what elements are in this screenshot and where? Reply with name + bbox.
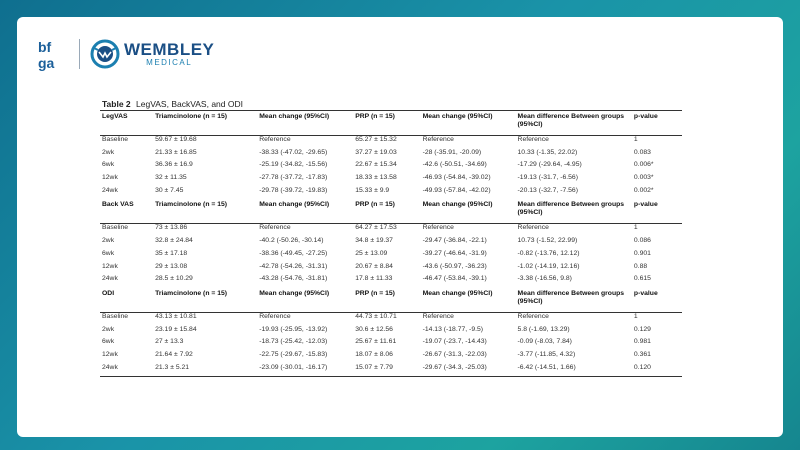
table-cell: -20.13 (-32.7, -7.56) [517, 186, 578, 194]
header-cell: Mean difference Between groups (95%CI) [516, 111, 632, 136]
table-cell: -38.33 (-47.02, -29.65) [259, 148, 328, 156]
table-cell: 18.33 ± 13.58 [355, 174, 397, 182]
table-cell: Reference [421, 312, 516, 325]
table-cell: -3.38 (-16.56, 9.8) [517, 275, 572, 283]
header-cell: Mean change (95%CI) [422, 289, 493, 297]
table-row [100, 351, 682, 364]
table-cell: Reference [516, 312, 632, 325]
table-row [100, 237, 682, 250]
table-cell: 15.07 ± 7.79 [353, 364, 420, 377]
table-cell: 0.981 [633, 338, 651, 346]
wembley-globe-icon [90, 39, 120, 69]
table-cell: 1 [632, 224, 682, 237]
table-cell: -0.82 (-13.76, 12.12) [517, 249, 580, 257]
header-cell: Mean change (95%CI) [421, 111, 516, 136]
table-cell: Reference [516, 136, 632, 149]
table-cell: -0.09 (-8.03, 7.84) [517, 338, 572, 346]
table-cell: Reference [516, 224, 632, 237]
table-cell: 20.67 ± 8.84 [355, 262, 393, 270]
table-cell: -43.28 (-54.76, -31.81) [259, 275, 328, 283]
table-cell: Reference [257, 312, 353, 325]
table-cell: 21.64 ± 7.92 [155, 350, 193, 358]
table-cell: -29.67 (-34.3, -25.03) [421, 364, 516, 377]
table-cell: Reference [421, 136, 516, 149]
table-cell: Baseline [100, 312, 153, 325]
table-cell: 10.33 (-1.35, 22.02) [517, 148, 578, 156]
table-cell: -6.42 (-14.51, 1.66) [516, 364, 632, 377]
table-cell: 24wk [100, 364, 153, 377]
table-cell: 24wk [102, 275, 118, 283]
header-cell: PRP (n = 15) [353, 111, 420, 136]
table-cell: -40.2 (-50.26, -30.14) [259, 237, 324, 245]
table-cell: -26.67 (-31.3, -22.03) [422, 350, 487, 358]
table-cell: 12wk [102, 350, 118, 358]
table-cell: 25.67 ± 11.61 [355, 338, 397, 346]
table-cell: 21.33 ± 16.85 [155, 148, 197, 156]
table-cell: 44.73 ± 10.71 [353, 312, 420, 325]
header-cell: ODI [102, 289, 115, 297]
header-cell: p-value [633, 201, 658, 209]
brand-sub: MEDICAL [146, 58, 193, 67]
table-cell: 36.36 ± 16.9 [155, 161, 193, 169]
wembley-logo [90, 39, 214, 69]
table-cell: 65.27 ± 15.32 [353, 136, 420, 149]
table-cell: 2wk [102, 237, 115, 245]
table-cell: 22.67 ± 15.34 [355, 161, 397, 169]
table-cell: 0.003* [633, 174, 654, 182]
table-cell: -29.47 (-36.84, -22.1) [422, 237, 487, 245]
table-cell: 30.6 ± 12.56 [355, 325, 393, 333]
table-cell: Baseline [100, 224, 153, 237]
table-cell: -49.93 (-57.84, -42.02) [422, 186, 491, 194]
table-row [100, 326, 682, 339]
svg-text:bf: bf [38, 39, 52, 55]
table-cell: 0.901 [633, 249, 651, 257]
table-cell: 59.67 ± 19.68 [153, 136, 257, 149]
header-cell: PRP (n = 15) [355, 289, 395, 297]
table-cell: -19.07 (-23.7, -14.43) [422, 338, 487, 346]
table-cell: 12wk [102, 174, 118, 182]
table-cell: 0.083 [633, 148, 651, 156]
header-cell: Mean change (95%CI) [257, 111, 353, 136]
table-cell: -38.36 (-49.45, -27.25) [259, 249, 328, 257]
table-row [100, 224, 682, 237]
table-cell: 32.8 ± 24.84 [155, 237, 193, 245]
table-cell: 0.615 [633, 275, 651, 283]
table-cell: 34.8 ± 19.37 [355, 237, 393, 245]
table-cell: 43.13 ± 10.81 [153, 312, 257, 325]
table-cell: 37.27 ± 19.03 [355, 148, 397, 156]
table-section-header [100, 288, 682, 313]
table-cell: -19.13 (-31.7, -6.56) [517, 174, 578, 182]
table-cell: 0.129 [633, 325, 651, 333]
table-cell: 1 [632, 136, 682, 149]
table-cell: 24wk [102, 186, 118, 194]
table-cell: 21.3 ± 5.21 [153, 364, 257, 377]
table-cell: 15.33 ± 9.9 [355, 186, 390, 194]
table-cell: 64.27 ± 17.53 [353, 224, 420, 237]
bfga-logo [37, 37, 71, 71]
table-cell: -19.93 (-25.95, -13.92) [259, 325, 328, 333]
table-cell: -3.77 (-11.85, 4.32) [517, 350, 576, 358]
table-cell: Reference [257, 136, 353, 149]
results-table [100, 110, 682, 377]
table-section-header [100, 111, 682, 136]
table-row [100, 174, 682, 187]
table-cell: 23.19 ± 15.84 [155, 325, 197, 333]
table-cell: 5.8 (-1.69, 13.29) [517, 325, 570, 333]
header-cell: Back VAS [102, 201, 134, 209]
table-cell: -23.09 (-30.01, -16.17) [257, 364, 353, 377]
table-cell: 6wk [102, 161, 115, 169]
table-cell: -46.93 (-54.84, -39.02) [422, 174, 491, 182]
logo-divider [79, 39, 80, 69]
header-cell: Mean change (95%CI) [259, 289, 330, 297]
header-cell: Mean difference Between groups (95%CI) [517, 289, 625, 305]
table-cell: 0.002* [633, 186, 654, 194]
header-cell: p-value [633, 289, 658, 297]
table-cell: 73 ± 13.86 [153, 224, 257, 237]
table-caption-text: LegVAS, BackVAS, and ODI [136, 99, 243, 109]
table-cell: 18.07 ± 8.06 [355, 350, 393, 358]
table-row [100, 161, 682, 174]
header-cell: Triamcinolone (n = 15) [155, 201, 228, 209]
table-cell: 27 ± 13.3 [155, 338, 184, 346]
table-cell: -22.75 (-29.67, -15.83) [259, 350, 328, 358]
table-cell: 0.006* [633, 161, 654, 169]
table-cell: -18.73 (-25.42, -12.03) [259, 338, 328, 346]
bfga-logo-icon [37, 37, 71, 71]
table-row [100, 338, 682, 351]
table-cell: 2wk [102, 148, 115, 156]
table-cell: 12wk [102, 262, 118, 270]
svg-text:ga: ga [38, 55, 55, 71]
header-cell: Mean change (95%CI) [259, 201, 330, 209]
table-cell: Reference [421, 224, 516, 237]
header-cell: Mean change (95%CI) [422, 201, 493, 209]
table-cell: -43.6 (-50.97, -36.23) [422, 262, 487, 270]
header-cell: Triamcinolone (n = 15) [153, 111, 257, 136]
table-cell: -1.02 (-14.19, 12.16) [517, 262, 580, 270]
table-cell: 10.73 (-1.52, 22.99) [517, 237, 578, 245]
table-cell: -42.6 (-50.51, -34.69) [422, 161, 487, 169]
table-cell: -14.13 (-18.77, -9.5) [422, 325, 484, 333]
table-cell: 2wk [102, 325, 115, 333]
table-row [100, 364, 682, 377]
table-cell: Baseline [100, 136, 153, 149]
table-cell: Reference [257, 224, 353, 237]
table-cell: 0.88 [633, 262, 648, 270]
header-cell: Triamcinolone (n = 15) [155, 289, 228, 297]
table-row [100, 263, 682, 276]
table-cell: -25.19 (-34.82, -15.56) [259, 161, 328, 169]
table-cell: 0.086 [633, 237, 651, 245]
table-cell: 29 ± 13.08 [155, 262, 188, 270]
table-cell: 30 ± 7.45 [155, 186, 184, 194]
table-row [100, 136, 682, 149]
table-caption [102, 99, 243, 109]
table-cell: -39.27 (-46.64, -31.9) [422, 249, 487, 257]
table-row [100, 149, 682, 162]
header-cell: p-value [632, 111, 682, 136]
table-cell: 6wk [102, 249, 115, 257]
table-cell: 6wk [102, 338, 115, 346]
table-cell: 0.120 [632, 364, 682, 377]
logo-bar [37, 37, 214, 71]
table-row [100, 312, 682, 325]
header-cell: Mean difference Between groups (95%CI) [517, 201, 625, 217]
table-row [100, 275, 682, 288]
table-row [100, 250, 682, 263]
table-cell: -29.78 (-39.72, -19.83) [259, 186, 328, 194]
header-cell: PRP (n = 15) [355, 201, 395, 209]
table-cell: -46.47 (-53.84, -39.1) [422, 275, 487, 283]
table-section-header [100, 199, 682, 224]
table-cell: -27.78 (-37.72, -17.83) [259, 174, 328, 182]
table-cell: -28 (-35.91, -20.09) [422, 148, 482, 156]
table-row [100, 187, 682, 200]
table-cell: 0.361 [633, 350, 651, 358]
table-caption-label: Table 2 [102, 99, 131, 109]
table-cell: 1 [632, 312, 682, 325]
table-cell: -42.78 (-54.26, -31.31) [259, 262, 328, 270]
table-cell: -17.29 (-29.64, -4.95) [517, 161, 582, 169]
table-cell: 35 ± 17.18 [155, 249, 188, 257]
table-cell: 32 ± 11.35 [155, 174, 187, 182]
table-cell: 28.5 ± 10.29 [155, 275, 193, 283]
brand-name: WEMBLEY [124, 40, 215, 59]
header-cell: LegVAS [100, 111, 153, 136]
table-cell: 17.8 ± 11.33 [355, 275, 393, 283]
table-cell: 25 ± 13.09 [355, 249, 388, 257]
